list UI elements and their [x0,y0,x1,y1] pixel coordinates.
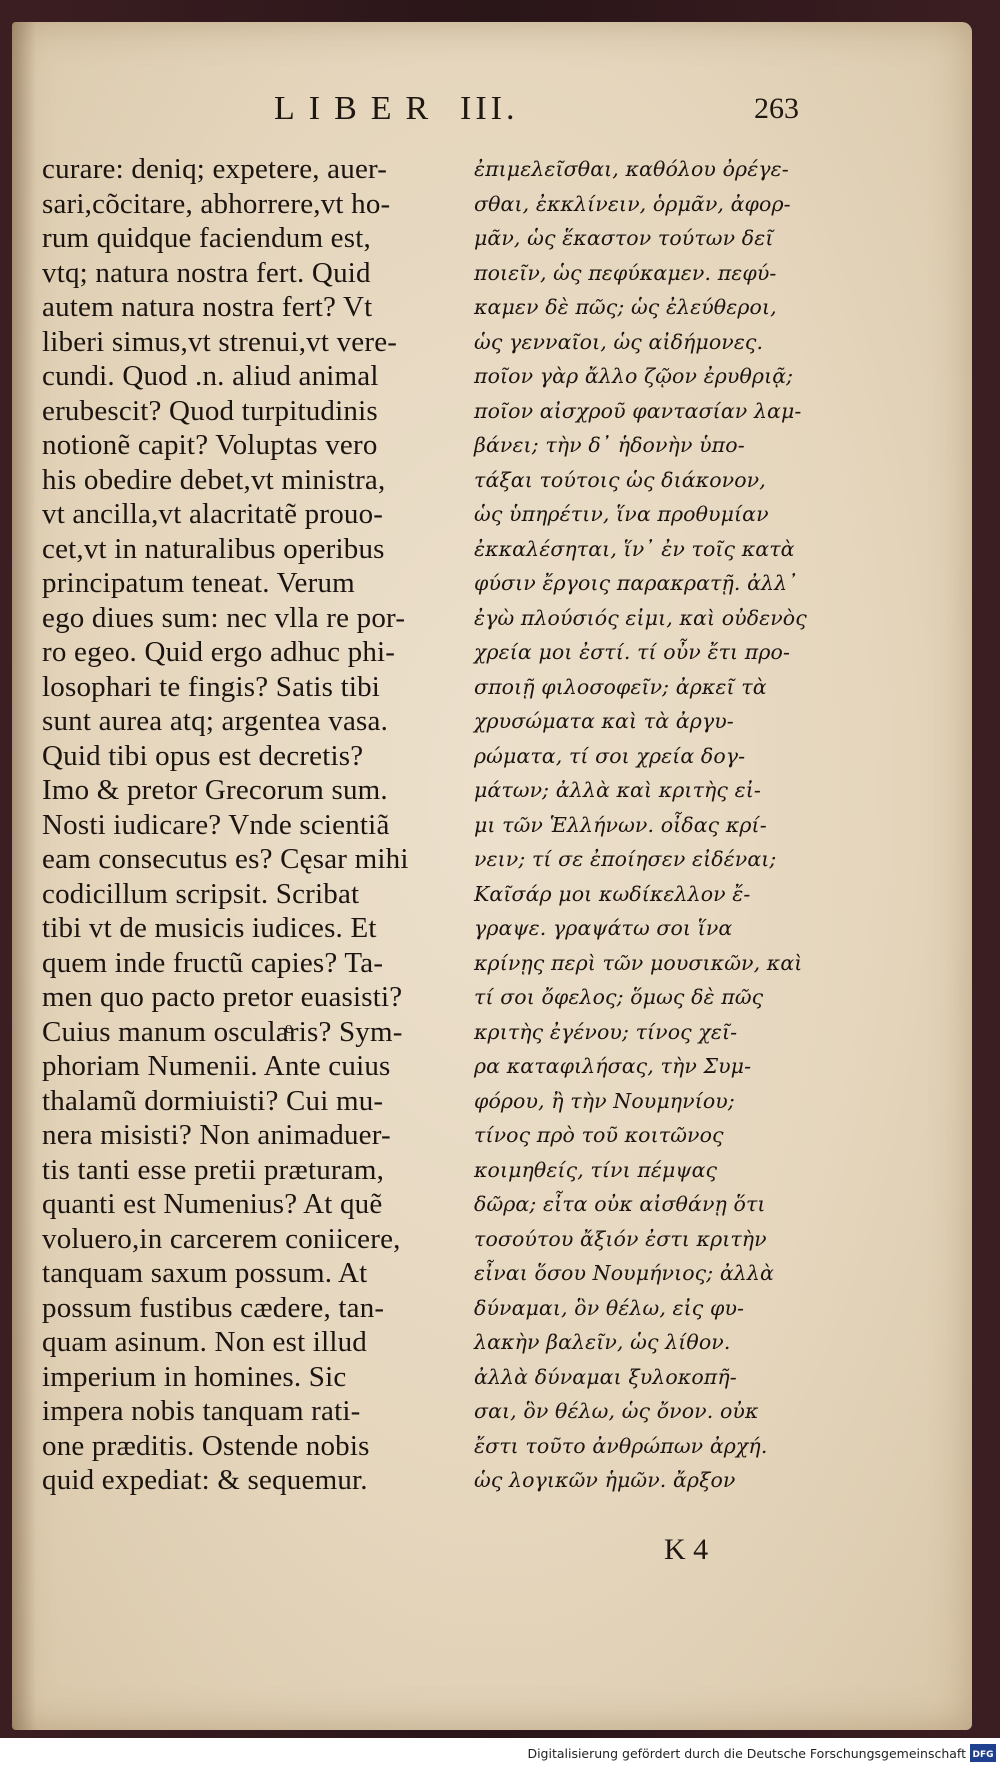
latin-text-line: quem inde fructũ capies? Ta- [42,946,384,979]
greek-text-line: μάτων; ἀλλὰ καὶ κριτὴς εἰ- [474,778,761,802]
latin-text-line: Quid tibi opus est decretis? [42,739,364,772]
greek-text-line: λακὴν βαλεῖν, ὡς λίθον. [474,1330,731,1354]
greek-text-line: σποιῇ φιλοσοφεῖν; ἀρκεῖ τὰ [474,674,767,699]
greek-text-line: ποῖον γὰρ ἄλλο ζῷον ἐρυθριᾷ; [474,364,794,388]
latin-text-line: erubescit? Quod turpitudinis [42,394,378,427]
greek-text-line: ὡς ὑπηρέτιν, ἵνα προθυμίαν [474,502,769,526]
latin-text-line: rum quidque faciendum est, [42,222,371,254]
greek-text-column [474,152,824,1498]
latin-text-line: sari,cõcitare, abhorrere,vt ho- [42,187,391,220]
latin-text-line: his obedire debet,vt ministra, [42,463,386,496]
latin-text-line: one præditis. Ostende nobis [42,1429,370,1462]
greek-text-line: ὡς γενναῖοι, ὡς αἰδήμονες. [474,329,764,354]
greek-text-line: ποιεῖν, ὡς πεφύκαμεν. πεφύ- [474,260,777,285]
latin-text-line: autem natura nostra fert? Vt [42,291,373,323]
latin-text-line: vt ancilla,vt alacritatẽ prouo- [42,498,384,530]
greek-text-line: δῶρα; εἶτα οὐκ αἰσθάνῃ ὅτι [474,1192,766,1216]
greek-text-line: φόρου, ἢ τὴν Νουμηνίου; [474,1088,735,1113]
svg-text:DFG: DFG [972,1750,994,1760]
latin-text-line: tis tanti esse pretii præturam, [42,1153,385,1186]
latin-text-line: Imo & pretor Grecorum sum. [42,774,388,806]
digitization-footer [0,1738,1000,1770]
dfg-logo-icon [970,1744,996,1762]
latin-text-line: phoriam Numenii. Ante cuius [42,1050,391,1082]
page-folio-number: 263 [754,92,799,125]
latin-text-line: ego diues sum: nec vlla re por- [42,601,406,634]
book-page [12,22,972,1730]
latin-text-line: vtq; natura nostra fert. Quid [42,256,371,289]
greek-text-line: ἐκκαλέσηται, ἵν᾽ ἐν τοῖς κατὰ [474,536,795,561]
latin-text-line: ro egeo. Quid ergo adhuc phi- [42,636,396,668]
greek-text-line: ἀλλὰ δύναμαι ξυλοκοπῆ- [474,1364,737,1389]
running-head-book-number: III. [460,90,519,127]
latin-text-line: codicillum scripsit. Scribat [42,877,360,910]
greek-text-line: ἐπιμελεῖσθαι, καθόλου ὀρέγε- [474,157,789,181]
greek-text-line: δύναμαι, ὃν θέλω, εἰς φυ- [474,1295,745,1320]
latin-text-line: cundi. Quod .n. aliud animal [42,360,379,392]
latin-text-line: tanquam saxum possum. At [42,1257,368,1289]
greek-text-line: Καῖσάρ μοι κωδίκελλον ἔ- [474,881,751,906]
greek-text-line: γραψε. γραψάτω σοι ἵνα [474,916,733,940]
page-binding-shadow [12,22,36,1730]
greek-text-line: ἐγὼ πλούσιός εἰμι, καὶ οὐδενὸς [474,605,807,630]
greek-text-line: μι τῶν Ἑλλήνων. οἶδας κρί- [474,812,767,837]
greek-text-line: τάξαι τούτοις ὡς διάκονον, [474,467,766,492]
latin-text-line: principatum teneat. Verum [42,567,355,599]
greek-text-line: νειν; τί σε ἐποίησεν εἰδέναι; [474,847,777,871]
latin-text-line: quid expediat: & sequemur. [42,1464,368,1496]
greek-text-line: βάνει; τὴν δ᾽ ἡδονὴν ὑπο- [474,433,745,457]
greek-text-line: κρίνῃς περὶ τῶν μουσικῶν, καὶ [474,950,803,975]
latin-text-column [42,152,462,1498]
footer-credit-text: Digitalisierung gefördert durch die Deutsche Forschungsgemeinschaft [527,1746,966,1761]
greek-text-line: σθαι, ἐκκλίνειν, ὁρμᾶν, ἀφορ- [474,191,791,216]
latin-text-line: voluero,in carcerem coniicere, [42,1222,401,1255]
greek-text-line: τί σοι ὄφελος; ὅμως δὲ πῶς [474,985,764,1009]
latin-text-line: liberi simus,vt strenui,vt vere- [42,325,398,358]
latin-text-line: Cuius manum osculaͤris? Sym- [42,1015,403,1048]
latin-text-line: impera nobis tanquam rati- [42,1395,361,1427]
latin-text-line: nera misisti? Non animaduer- [42,1119,391,1151]
latin-text-line: curare: deniq; expetere, auer- [42,153,388,185]
latin-text-line: men quo pacto pretor euasisti? [42,981,403,1013]
greek-text-line: κοιμηθείς, τίνι πέμψας [474,1157,718,1182]
greek-text-line: ρώματα, τί σοι χρεία δογ- [474,743,746,768]
greek-text-line: κριτὴς ἐγένου; τίνος χεῖ- [474,1019,738,1044]
greek-text-line: καμεν δὲ πῶς; ὡς ἐλεύθεροι, [474,295,777,319]
latin-text-line: notionẽ capit? Voluptas vero [42,429,378,461]
greek-text-line: ποῖον αἰσχροῦ φαντασίαν λαμ- [474,398,802,423]
greek-text-line: μᾶν, ὡς ἕκαστον τούτων δεῖ [474,226,774,250]
latin-text-line: thalamũ dormiuisti? Cui mu- [42,1084,384,1117]
latin-text-line: Nosti iudicare? Vnde scientiã [42,808,390,841]
greek-text-line: ρα καταφιλήσας, τὴν Συμ- [474,1054,752,1078]
latin-text-line: possum fustibus cædere, tan- [42,1291,385,1324]
greek-text-line: τίνος πρὸ τοῦ κοιτῶνος [474,1123,724,1147]
greek-text-line: σαι, ὃν θέλω, ὡς ὄνον. οὐκ [474,1399,759,1423]
latin-text-line: imperium in homines. Sic [42,1360,347,1393]
greek-text-line: τοσούτου ἄξιόν ἐστι κριτὴν [474,1226,767,1251]
latin-text-line: losophari te fingis? Satis tibi [42,670,381,703]
greek-text-line: εἶναι ὅσου Νουμήνιος; ἀλλὰ [474,1261,774,1285]
latin-text-line: tibi vt de musicis iudices. Et [42,912,377,944]
greek-text-line: χρεία μοι ἐστί. τί οὖν ἔτι προ- [474,640,790,664]
latin-text-line: cet,vt in naturalibus operibus [42,532,385,565]
signature-mark: K 4 [664,1533,709,1566]
latin-text-line: eam consecutus es? Cęsar mihi [42,843,409,875]
running-head-liber: LIBER [274,90,443,127]
greek-text-line: χρυσώματα καὶ τὰ ἀργυ- [474,709,734,733]
greek-text-line: φύσιν ἔργοις παρακρατῇ. ἀλλ᾽ [474,571,798,595]
greek-text-line: ἔστι τοῦτο ἀνθρώπων ἀρχή. [474,1433,768,1458]
greek-text-line: ὡς λογικῶν ἡμῶν. ἄρξον [474,1468,736,1492]
latin-text-line: sunt aurea atq; argentea vasa. [42,705,389,737]
latin-text-line: quanti est Numenius? At quẽ [42,1188,383,1220]
latin-text-line: quam asinum. Non est illud [42,1326,367,1358]
